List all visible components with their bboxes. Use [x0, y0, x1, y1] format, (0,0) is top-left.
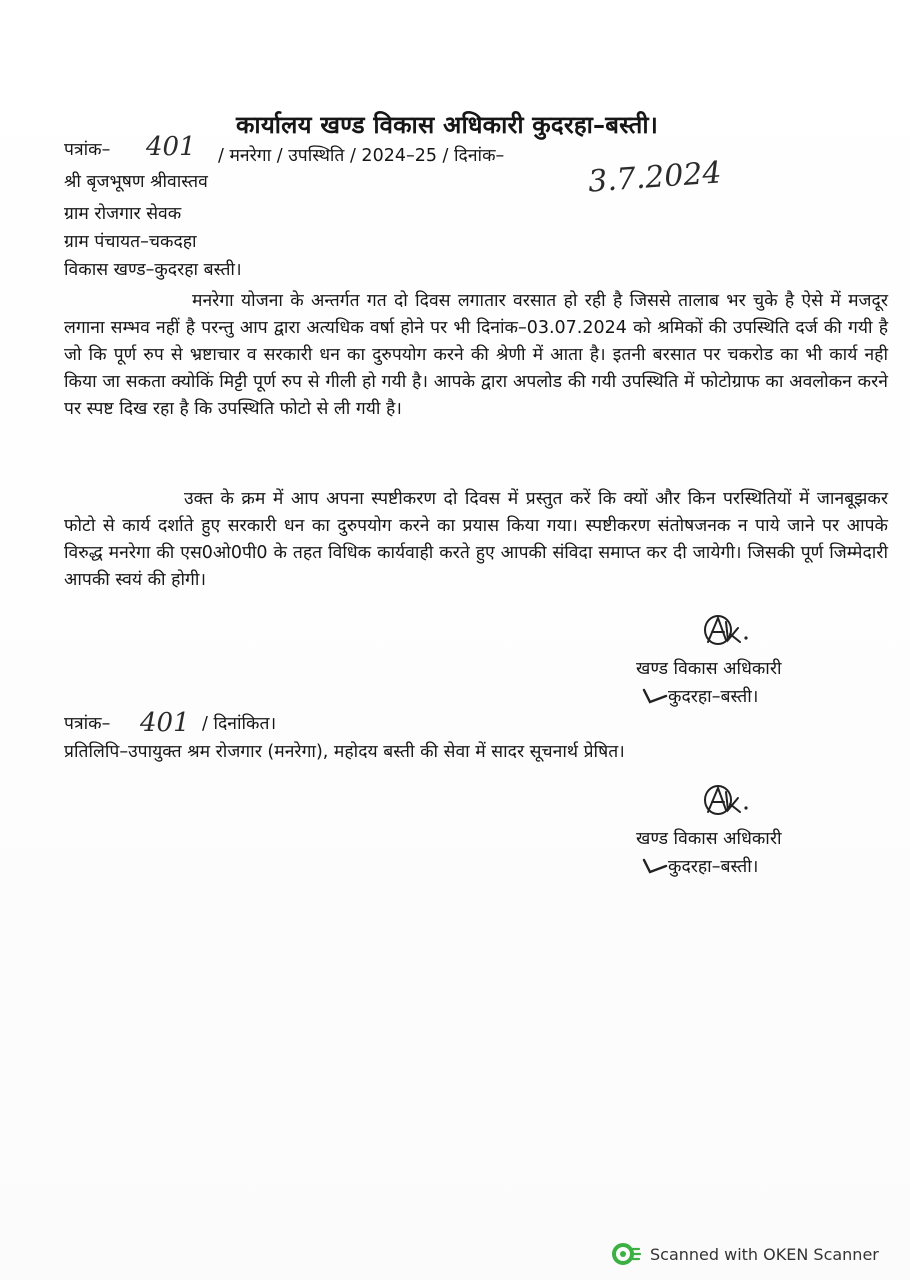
tick-mark-1 [640, 682, 670, 708]
ref-date-handwritten: 3.7.2024 [586, 155, 723, 200]
scanner-text: Scanned with OKEN Scanner [650, 1244, 879, 1264]
ref-label: पत्रांक– [64, 140, 111, 160]
copy-ref-label: पत्रांक– [64, 714, 111, 734]
office-title: कार्यालय खण्ड विकास अधिकारी कुदरहा–बस्ती। [236, 111, 659, 139]
addressee-panchayat: ग्राम पंचायत–चकदहा [64, 232, 197, 252]
tick-mark-2 [640, 852, 670, 878]
scanner-watermark [612, 1242, 879, 1266]
signature-mark-2 [696, 780, 756, 820]
copy-ref-dated: / दिनांकित। [202, 714, 277, 734]
signature-2-designation: खण्ड विकास अधिकारी [636, 829, 782, 849]
signature-1-designation: खण्ड विकास अधिकारी [636, 659, 782, 679]
addressee-designation: ग्राम रोजगार सेवक [64, 204, 182, 224]
addressee-block: विकास खण्ड–कुदरहा बस्ती। [64, 260, 242, 280]
signature-2-place: कुदरहा–बस्ती। [668, 857, 759, 877]
copy-ref-number-handwritten: 401 [140, 708, 190, 738]
ref-number-handwritten: 401 [146, 132, 196, 162]
oken-scanner-logo-icon [612, 1242, 642, 1266]
addressee-name: श्री बृजभूषण श्रीवास्तव [64, 172, 208, 192]
signature-mark-1 [696, 610, 756, 650]
signature-1-place: कुदरहा–बस्ती। [668, 687, 759, 707]
copy-text: प्रतिलिपि–उपायुक्त श्रम रोजगार (मनरेगा), महोदय बस्ती की सेवा में सादर सूचनार्थ प्रेषित। [64, 742, 625, 762]
body-paragraph-2: उक्त के क्रम में आप अपना स्पष्टीकरण दो दिवस में प्रस्तुत करें कि क्यों और किन परस्थितियों में जानबूझकर फोटो से कार्य दर्शाते हुए सरकारी धन का दुरुपयोग करने का प्रयास किया गया। स्पष्टीकरण संतोषजनक न पाये जाने पर आपके विरुद्ध मनरेगा की एस0ओ0पी0 के तहत विधिक कार्यवाही करते हुए आपकी संविदा समाप्त कर दी जायेगी। जिसकी पूर्ण जिम्मेदारी आपकी स्वयं की होगी। [64, 489, 888, 590]
body-paragraph-1: मनरेगा योजना के अन्तर्गत गत दो दिवस लगातार वरसात हो रही है जिससे तालाब भर चुके है ऐसे में मजदूर लगाना सम्भव नहीं है परन्तु आप द्वारा अत्यधिक वर्षा होने पर भी दिनांक–03.07.2024 को श्रमिकों की उपस्थिति दर्ज की गयी है जो कि पूर्ण रुप से भ्रष्टाचार व सरकारी धन का दुरुपयोग करने की श्रेणी में आता है। इतनी बरसात पर चकरोड का भी कार्य नही किया जा सकता क्योकिं मिट्टी पूर्ण रुप से गीली हो गयी है। आपके द्वारा अपलोड की गयी उपस्थिति में फोटोग्राफ का अवलोकन करने पर स्पष्ट दिख रहा है कि उपस्थिति फोटो से ली गयी है। [64, 291, 888, 419]
ref-path: / मनरेगा / उपस्थिति / 2024–25 / दिनांक– [218, 146, 505, 166]
